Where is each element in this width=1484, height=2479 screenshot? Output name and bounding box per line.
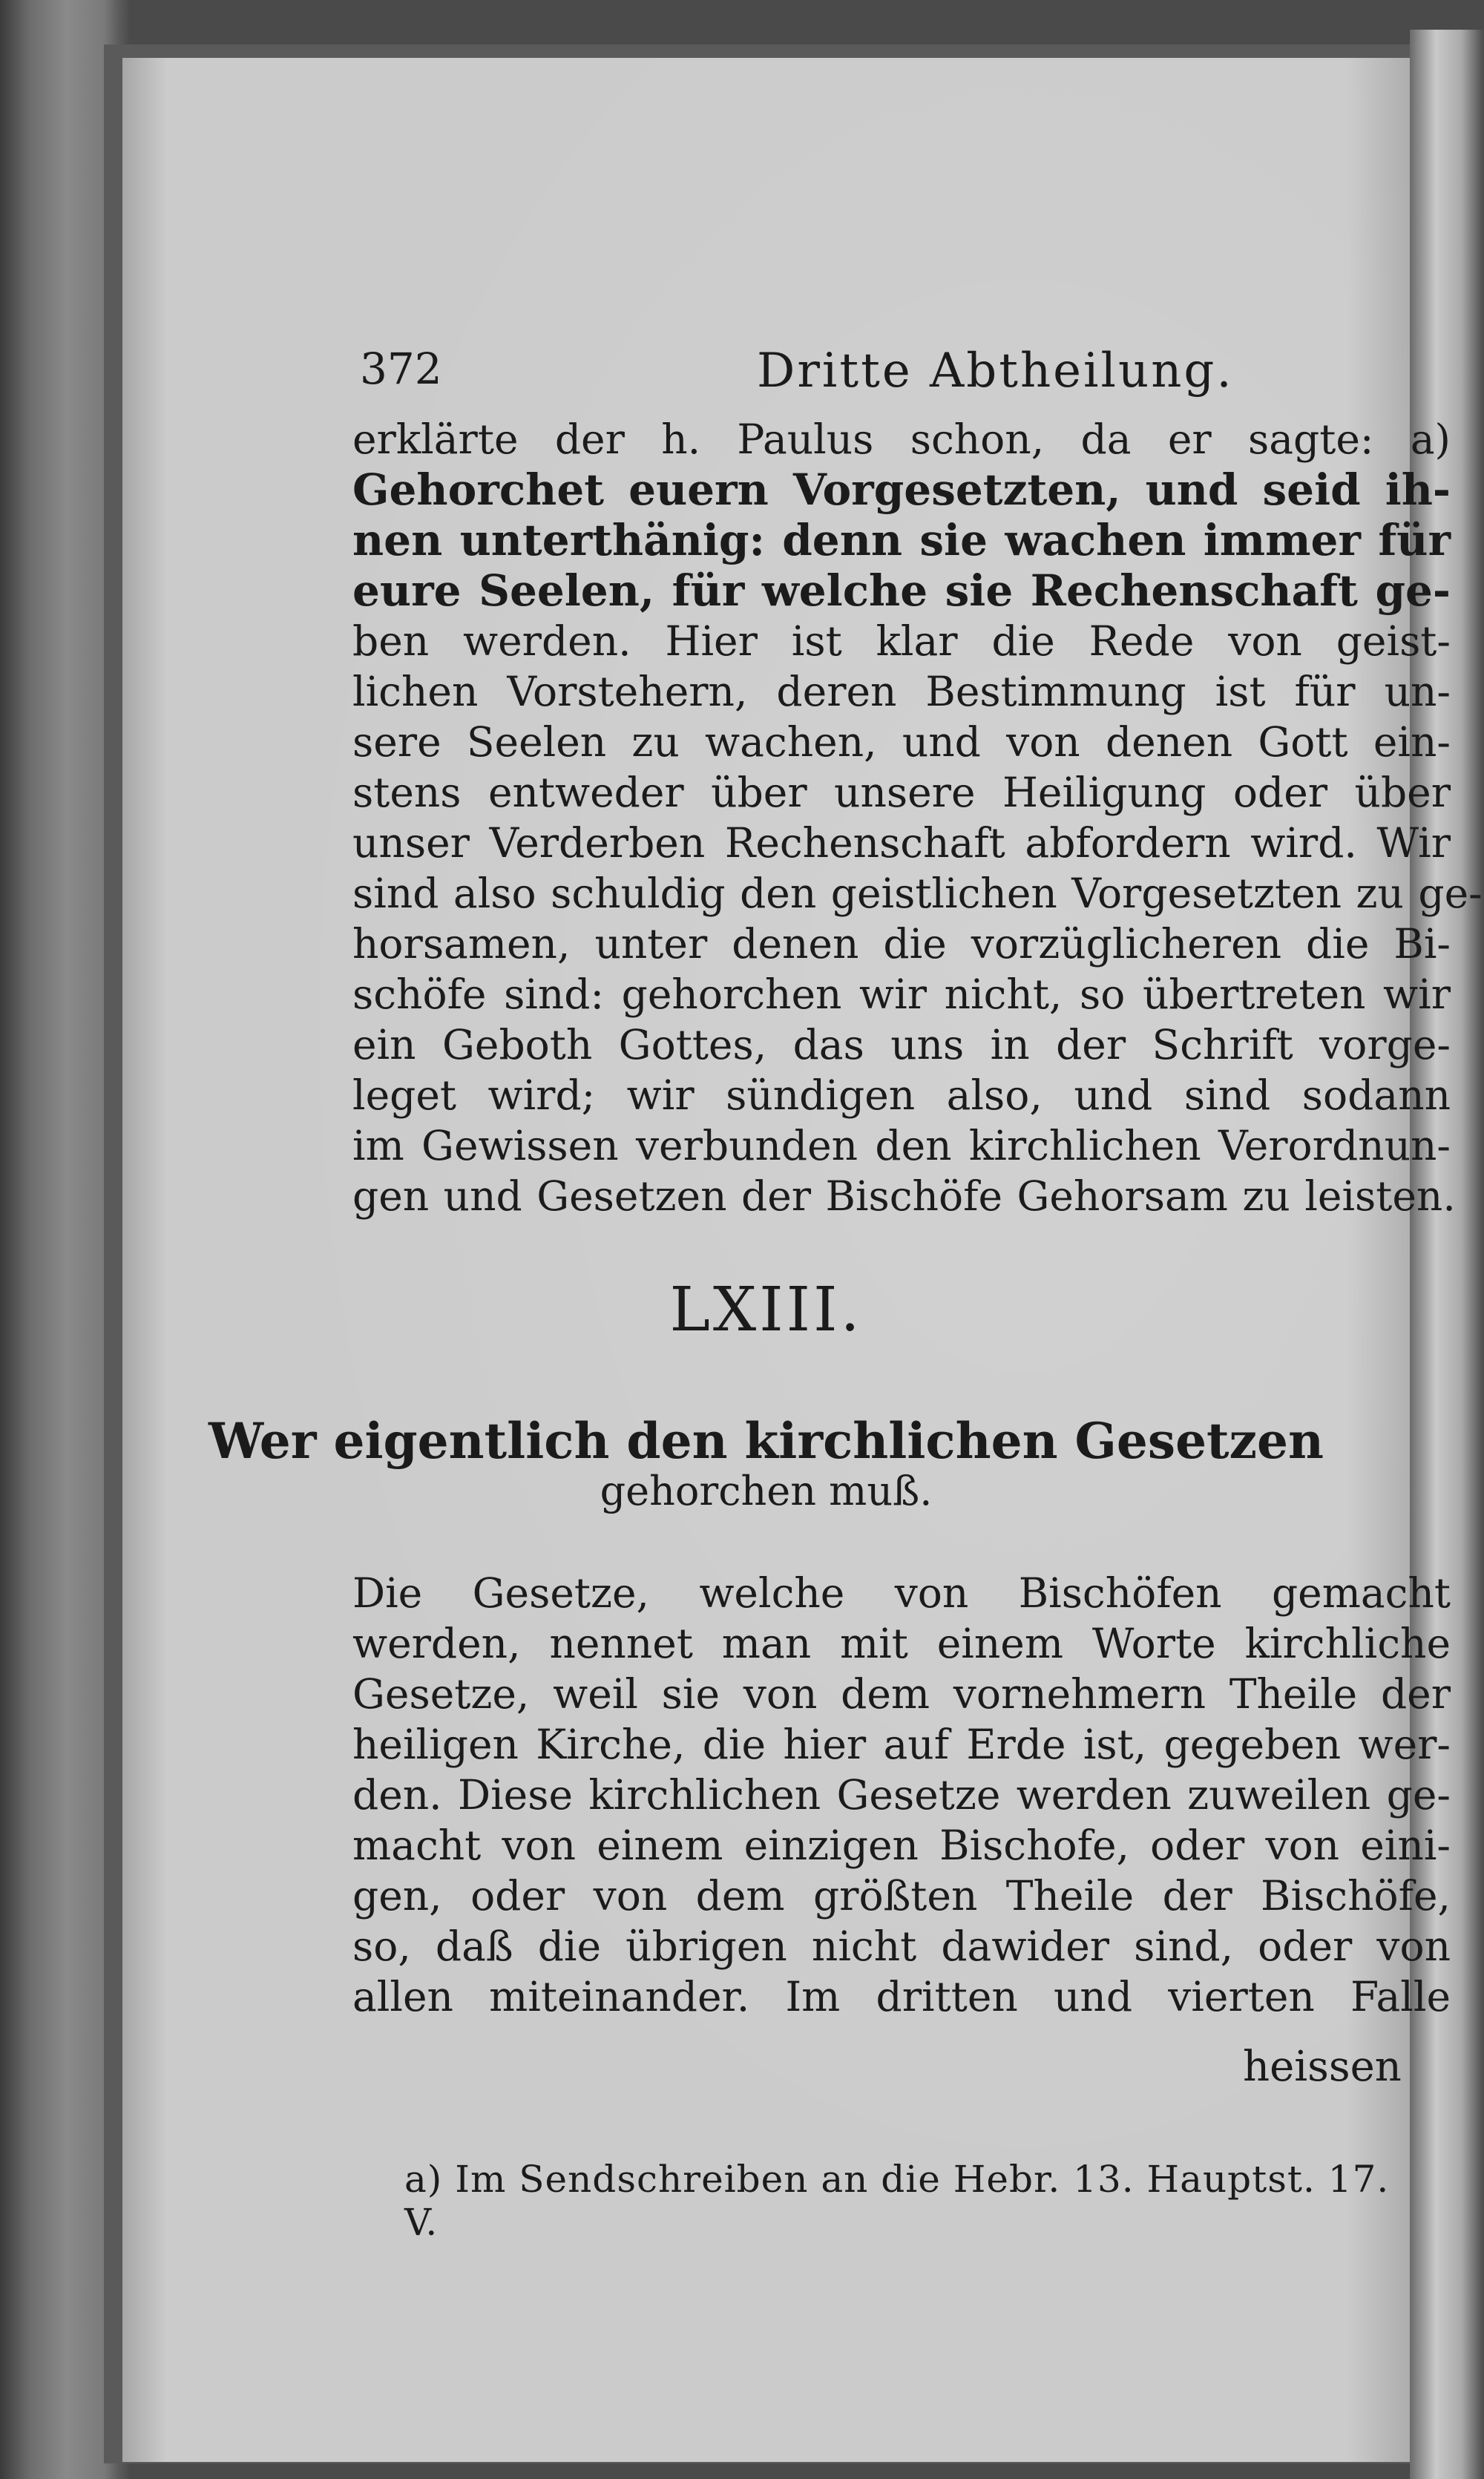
text-line: ben werden. Hier ist klar die Rede von geist-: [352, 617, 1451, 665]
text-line: sind also schuldig den geistlichen Vorgesetzten zu ge-: [352, 870, 1483, 917]
book-page: [122, 58, 1483, 2462]
text-line: lichen Vorstehern, deren Bestimmung ist für un-: [352, 668, 1451, 715]
text-line: heiligen Kirche, die hier auf Erde ist, gegeben wer-: [352, 1721, 1451, 1768]
section-title: Wer eigentlich den kirchlichen Gesetzen: [208, 1412, 1324, 1470]
text-line: ein Geboth Gottes, das uns in der Schrift vorge-: [352, 1021, 1451, 1068]
text-line: so, daß die übrigen nicht dawider sind, oder von: [352, 1923, 1451, 1970]
paragraph-1: [352, 414, 1483, 1221]
text-line: eure Seelen, für welche sie Rechenschaft ge-: [352, 565, 1451, 616]
catchword: heissen: [1243, 2043, 1402, 2091]
text-line: Die Gesetze, welche von Bischöfen gemacht: [352, 1569, 1451, 1617]
text-line: gen, oder von dem größten Theile der Bischöfe,: [352, 1872, 1451, 1920]
text-line: erklärte der h. Paulus schon, da er sagte: a): [352, 416, 1451, 463]
section-number: LXIII.: [669, 1275, 863, 1345]
text-line: den. Diese kirchlichen Gesetze werden zuweilen ge-: [352, 1771, 1451, 1819]
paragraph-2: [352, 1568, 1451, 2022]
text-line: leget wird; wir sündigen also, und sind sodann: [352, 1071, 1451, 1119]
text-line: nen unterthänig: denn sie wachen immer für: [352, 515, 1451, 565]
footnote: a) Im Sendschreiben an die Hebr. 13. Hauptst. 17. V.: [404, 2158, 1390, 2244]
text-line: sere Seelen zu wachen, und von denen Gott ein-: [352, 718, 1451, 766]
text-line: schöfe sind: gehorchen wir nicht, so übertreten wir: [352, 971, 1451, 1018]
text-line: Gehorchet euern Vorgesetzten, und seid ih-: [352, 464, 1451, 515]
text-line: im Gewissen verbunden den kirchlichen Verordnun-: [352, 1122, 1451, 1169]
text-line: Gesetze, weil sie von dem vornehmern Theile der: [352, 1670, 1451, 1718]
text-line: gen und Gesetzen der Bischöfe Gehorsam zu leisten.: [352, 1172, 1456, 1220]
text-line: stens entweder über unsere Heiligung oder über: [352, 769, 1451, 816]
text-line: werden, nennet man mit einem Worte kirchliche: [352, 1620, 1451, 1667]
text-line: unser Verderben Rechenschaft abfordern wird. Wir: [352, 819, 1451, 867]
running-title: Dritte Abtheilung.: [757, 344, 1234, 398]
running-head: [360, 344, 1443, 403]
text-line: macht von einem einzigen Bischofe, oder von eini-: [352, 1822, 1451, 1869]
text-line: allen miteinander. Im dritten und vierten Falle: [352, 1973, 1451, 2020]
text-line: horsamen, unter denen die vorzüglicheren die Bi-: [352, 920, 1451, 968]
page-number: 372: [360, 344, 442, 394]
section-title-continued: gehorchen muß.: [600, 1468, 933, 1514]
